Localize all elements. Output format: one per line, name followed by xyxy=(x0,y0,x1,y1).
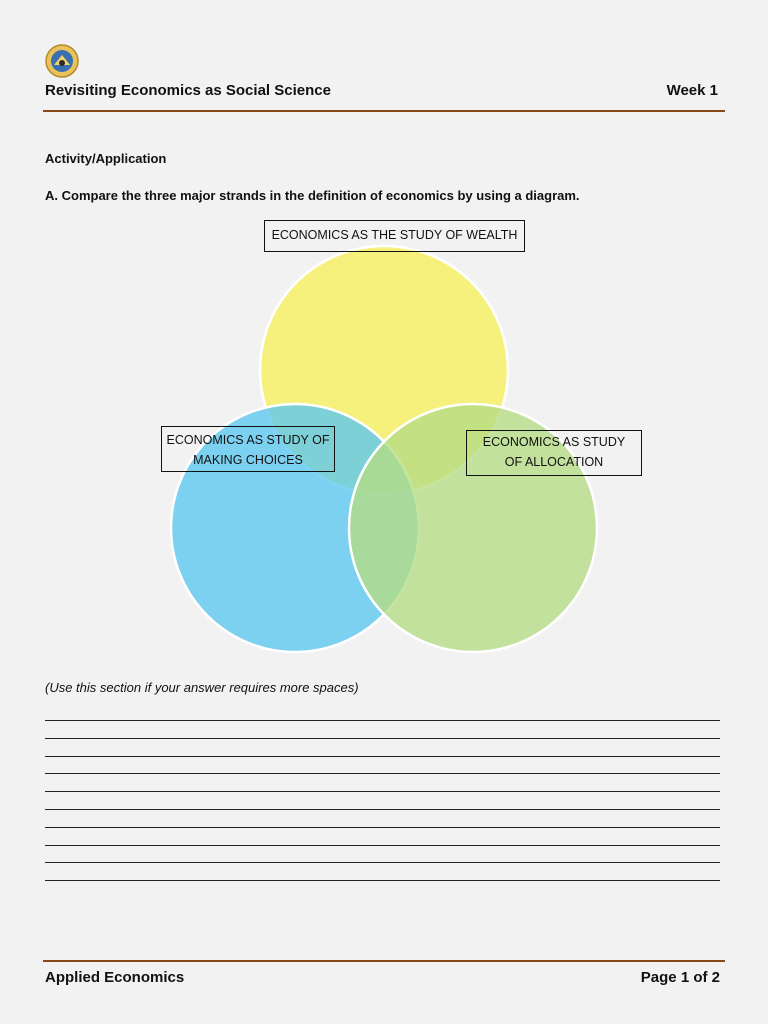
instruction-text: A. Compare the three major strands in the definition of economics by using a diagram. xyxy=(45,188,580,203)
extra-space-note: (Use this section if your answer requires more spaces) xyxy=(45,680,359,695)
footer-subject: Applied Economics xyxy=(45,969,185,986)
answer-line xyxy=(45,773,720,774)
label-box-allocation xyxy=(466,430,642,476)
answer-line xyxy=(45,880,720,881)
answer-lines[interactable] xyxy=(45,720,720,898)
label-allocation-line1: ECONOMICS AS STUDY xyxy=(482,435,626,449)
page-header-title: Revisiting Economics as Social Science xyxy=(45,82,331,99)
answer-line xyxy=(45,845,720,846)
label-choices-line1: ECONOMICS AS STUDY OF xyxy=(166,433,330,447)
answer-line xyxy=(45,720,720,721)
section-label: Activity/Application xyxy=(45,151,167,166)
week-label: Week 1 xyxy=(666,82,718,99)
answer-line xyxy=(45,809,720,810)
footer-divider xyxy=(43,960,725,962)
label-wealth-text: ECONOMICS AS THE STUDY OF WEALTH xyxy=(271,228,518,242)
answer-line xyxy=(45,738,720,739)
footer-page-number: Page 1 of 2 xyxy=(640,969,720,986)
label-choices-line2: MAKING CHOICES xyxy=(193,453,303,467)
answer-line xyxy=(45,827,720,828)
label-box-choices xyxy=(161,426,335,472)
answer-line xyxy=(45,756,720,757)
label-allocation-line2: OF ALLOCATION xyxy=(504,455,604,469)
answer-line xyxy=(45,862,720,863)
label-box-wealth xyxy=(264,220,525,252)
answer-line xyxy=(45,791,720,792)
